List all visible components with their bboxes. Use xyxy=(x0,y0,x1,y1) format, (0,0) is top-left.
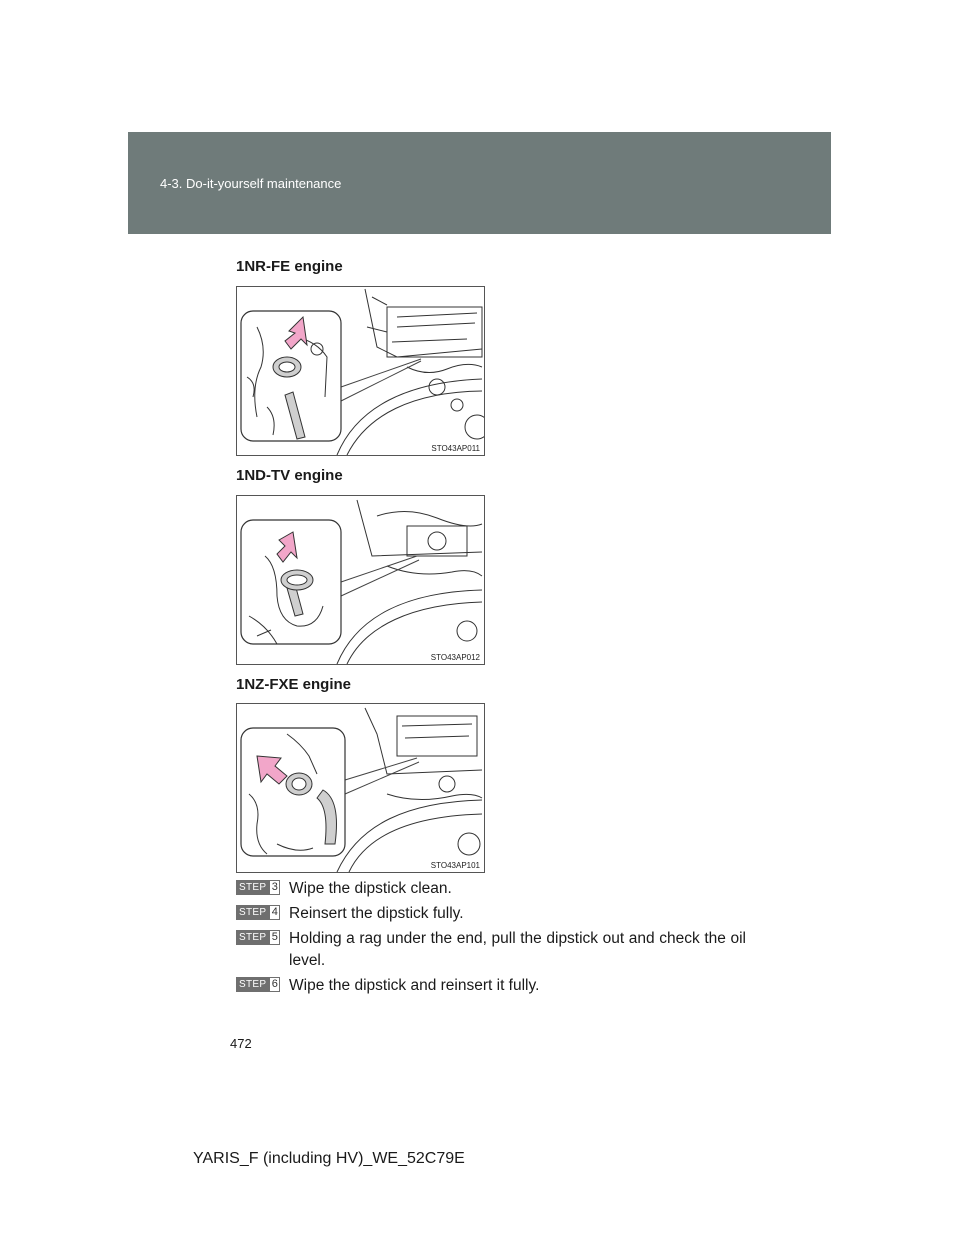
chapter-title: 4-3. Do-it-yourself maintenance xyxy=(160,176,342,191)
step-badge-word: STEP xyxy=(236,905,269,920)
step-badge xyxy=(236,930,280,945)
step-badge-word: STEP xyxy=(236,930,269,945)
step-text: Holding a rag under the end, pull the dipstick out and check the oil level. xyxy=(289,930,746,969)
step-badge-number: 6 xyxy=(269,977,280,992)
step-item xyxy=(236,928,746,974)
step-item xyxy=(236,878,746,900)
engine-label-1nd-tv: 1ND-TV engine xyxy=(236,467,343,484)
step-badge-number: 5 xyxy=(269,930,280,945)
step-badge xyxy=(236,880,280,895)
step-text: Reinsert the dipstick fully. xyxy=(289,905,464,922)
engine-label-1nr-fe: 1NR-FE engine xyxy=(236,258,343,275)
engine-bay-drawing xyxy=(237,704,485,873)
step-badge-word: STEP xyxy=(236,977,269,992)
engine-bay-drawing xyxy=(237,496,485,665)
figure-code: STO43AP101 xyxy=(430,861,480,870)
step-item xyxy=(236,975,746,997)
step-badge-number: 4 xyxy=(269,905,280,920)
step-text: Wipe the dipstick and reinsert it fully. xyxy=(289,977,540,994)
figure-code: STO43AP012 xyxy=(430,653,480,662)
engine-illustration-1nz-fxe xyxy=(236,703,485,873)
chapter-header-band xyxy=(128,132,831,234)
document-footer: YARIS_F (including HV)_WE_52C79E xyxy=(193,1150,465,1167)
step-badge xyxy=(236,977,280,992)
step-item xyxy=(236,903,746,925)
engine-bay-drawing xyxy=(237,287,485,456)
step-badge-word: STEP xyxy=(236,880,269,895)
engine-illustration-1nd-tv xyxy=(236,495,485,665)
engine-illustration-1nr-fe xyxy=(236,286,485,456)
page-number: 472 xyxy=(230,1036,252,1051)
step-badge xyxy=(236,905,280,920)
step-badge-number: 3 xyxy=(269,880,280,895)
figure-code: STO43AP011 xyxy=(431,444,480,453)
step-text: Wipe the dipstick clean. xyxy=(289,880,452,897)
engine-label-1nz-fxe: 1NZ-FXE engine xyxy=(236,676,352,693)
